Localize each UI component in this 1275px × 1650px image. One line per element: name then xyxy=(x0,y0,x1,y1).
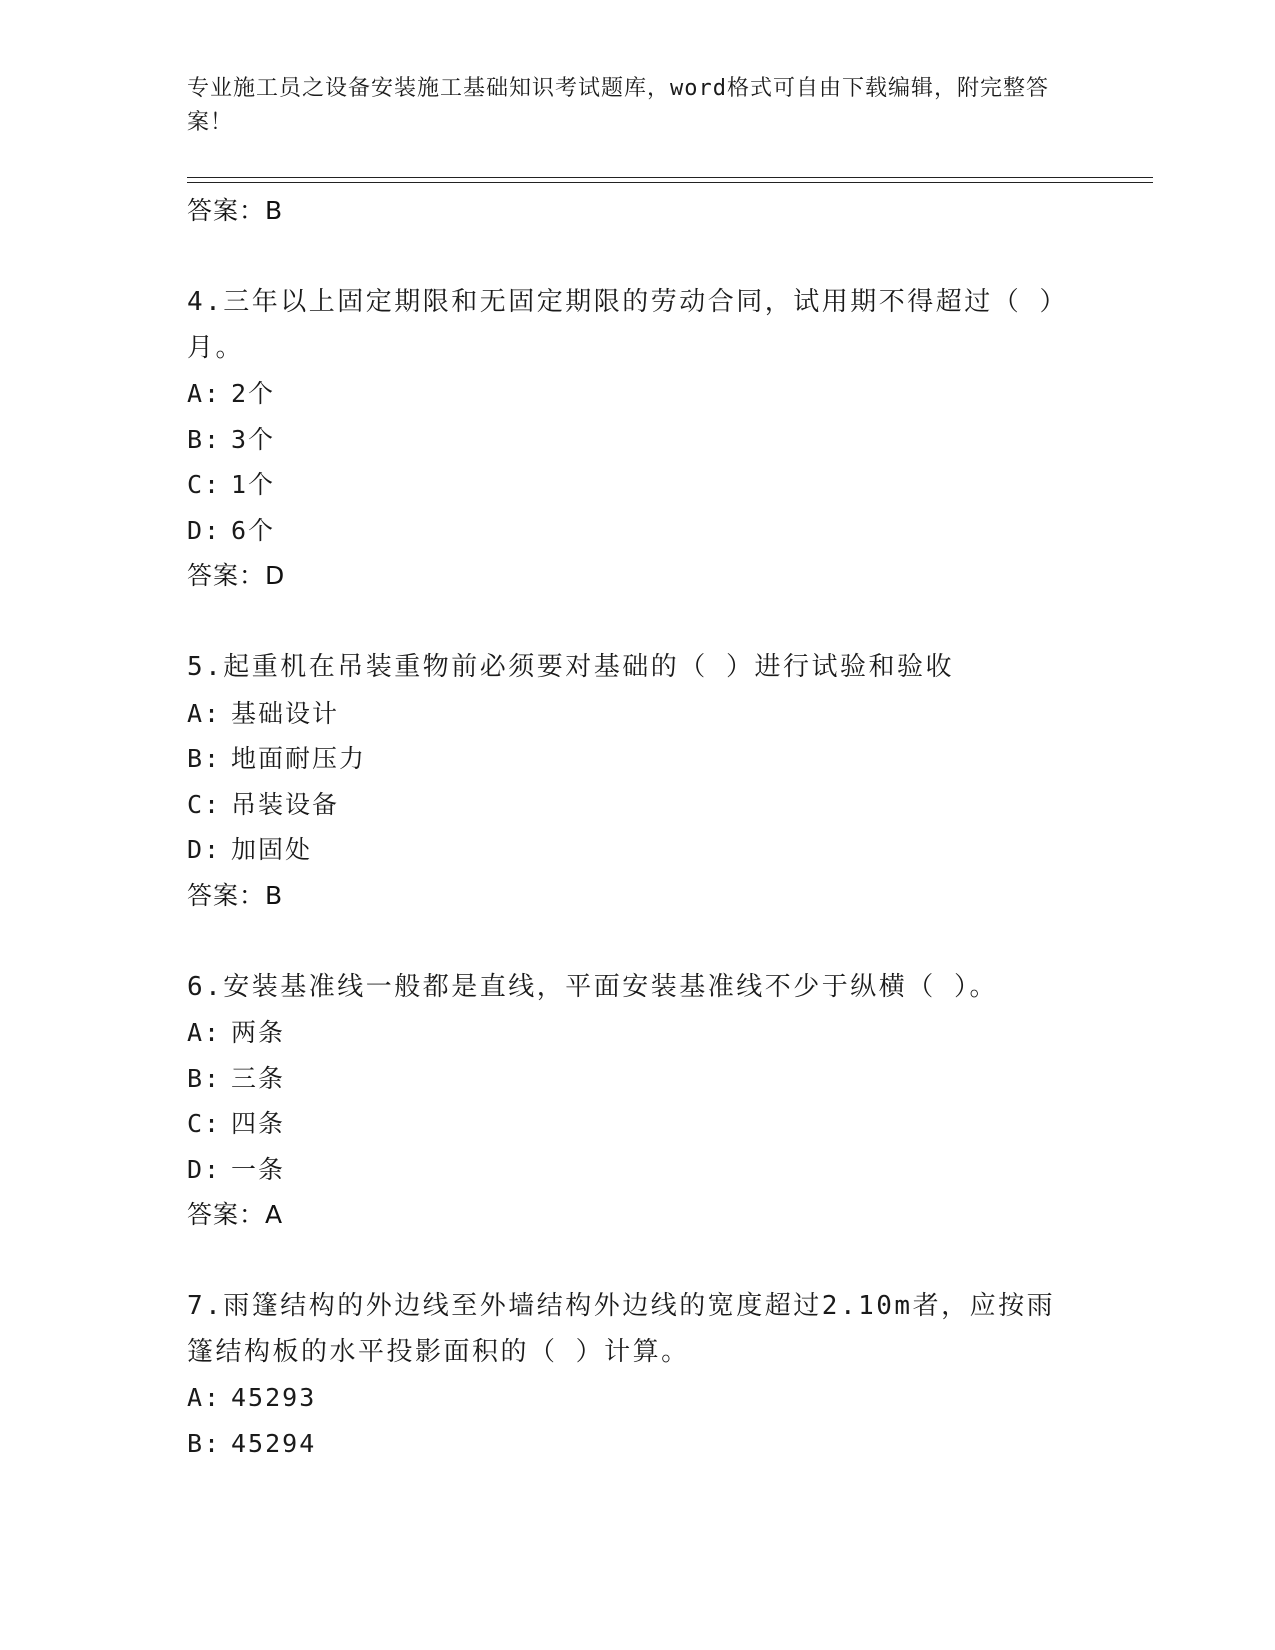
option-value: 2个 xyxy=(231,379,276,408)
option-c xyxy=(187,462,1087,508)
option-key: A: xyxy=(187,379,222,408)
question-text: 4.三年以上固定期限和无固定期限的劳动合同，试用期不得超过（ ）月。 xyxy=(187,287,1055,363)
question-text: 7.雨篷结构的外边线至外墙结构外边线的宽度超过2.10m者，应按雨篷结构板的水平投影面积的（ ）计算。 xyxy=(187,1291,1056,1367)
page-header: 专业施工员之设备安装施工基础知识考试题库，word格式可自由下载编辑，附完整答案！ xyxy=(187,76,1049,135)
option-key: B: xyxy=(187,744,222,773)
option-value: 三条 xyxy=(231,1063,286,1093)
header-divider xyxy=(187,177,1153,178)
option-value: 四条 xyxy=(231,1109,286,1138)
option-a xyxy=(187,1375,1087,1421)
option-value: 45294 xyxy=(231,1428,317,1458)
option-key: C: xyxy=(187,1109,222,1138)
question-text: 6.安装基准线一般都是直线，平面安装基准线不少于纵横（ ）。 xyxy=(187,971,998,1002)
option-value: 6个 xyxy=(231,515,276,545)
option-value: 一条 xyxy=(231,1154,286,1184)
question-block xyxy=(187,645,1087,919)
spacer xyxy=(187,599,1087,645)
header-divider-secondary xyxy=(187,182,1153,183)
question-block xyxy=(187,1284,1087,1466)
option-key: A: xyxy=(187,1383,222,1412)
option-key: B: xyxy=(187,424,222,454)
question-list xyxy=(187,188,1087,1466)
option-value: 3个 xyxy=(231,424,276,454)
option-d xyxy=(187,827,1087,873)
option-key: D: xyxy=(187,515,222,545)
option-key: C: xyxy=(187,470,222,499)
option-key: D: xyxy=(187,1154,222,1184)
option-value: 两条 xyxy=(231,1018,286,1047)
answer-line: 答案：B xyxy=(187,880,284,910)
spacer xyxy=(187,234,1087,280)
option-c xyxy=(187,1101,1087,1147)
option-a xyxy=(187,691,1087,737)
spacer xyxy=(187,1238,1087,1284)
question-block xyxy=(187,965,1087,1239)
option-value: 基础设计 xyxy=(231,698,340,728)
option-key: A: xyxy=(187,698,222,728)
option-d xyxy=(187,508,1087,554)
option-value: 加固处 xyxy=(231,835,313,864)
option-a xyxy=(187,1010,1087,1056)
option-b xyxy=(187,1056,1087,1102)
option-b xyxy=(187,1421,1087,1467)
option-value: 地面耐压力 xyxy=(231,744,367,773)
answer-line: 答案：D xyxy=(187,561,286,590)
option-value: 45293 xyxy=(231,1383,317,1412)
spacer xyxy=(187,919,1087,965)
answer-line: 答案：B xyxy=(187,196,284,225)
answer-line: 答案：A xyxy=(187,1200,284,1229)
option-b xyxy=(187,736,1087,782)
option-a xyxy=(187,371,1087,417)
option-value: 1个 xyxy=(231,470,276,499)
option-key: A: xyxy=(187,1018,222,1047)
option-value: 吊装设备 xyxy=(231,789,340,819)
option-key: C: xyxy=(187,789,222,819)
option-key: D: xyxy=(187,835,222,864)
option-d xyxy=(187,1147,1087,1193)
option-key: B: xyxy=(187,1428,222,1458)
option-c xyxy=(187,782,1087,828)
question-text: 5.起重机在吊装重物前必须要对基础的（ ）进行试验和验收 xyxy=(187,652,954,682)
question-block xyxy=(187,280,1087,599)
option-key: B: xyxy=(187,1063,222,1093)
option-b xyxy=(187,417,1087,463)
